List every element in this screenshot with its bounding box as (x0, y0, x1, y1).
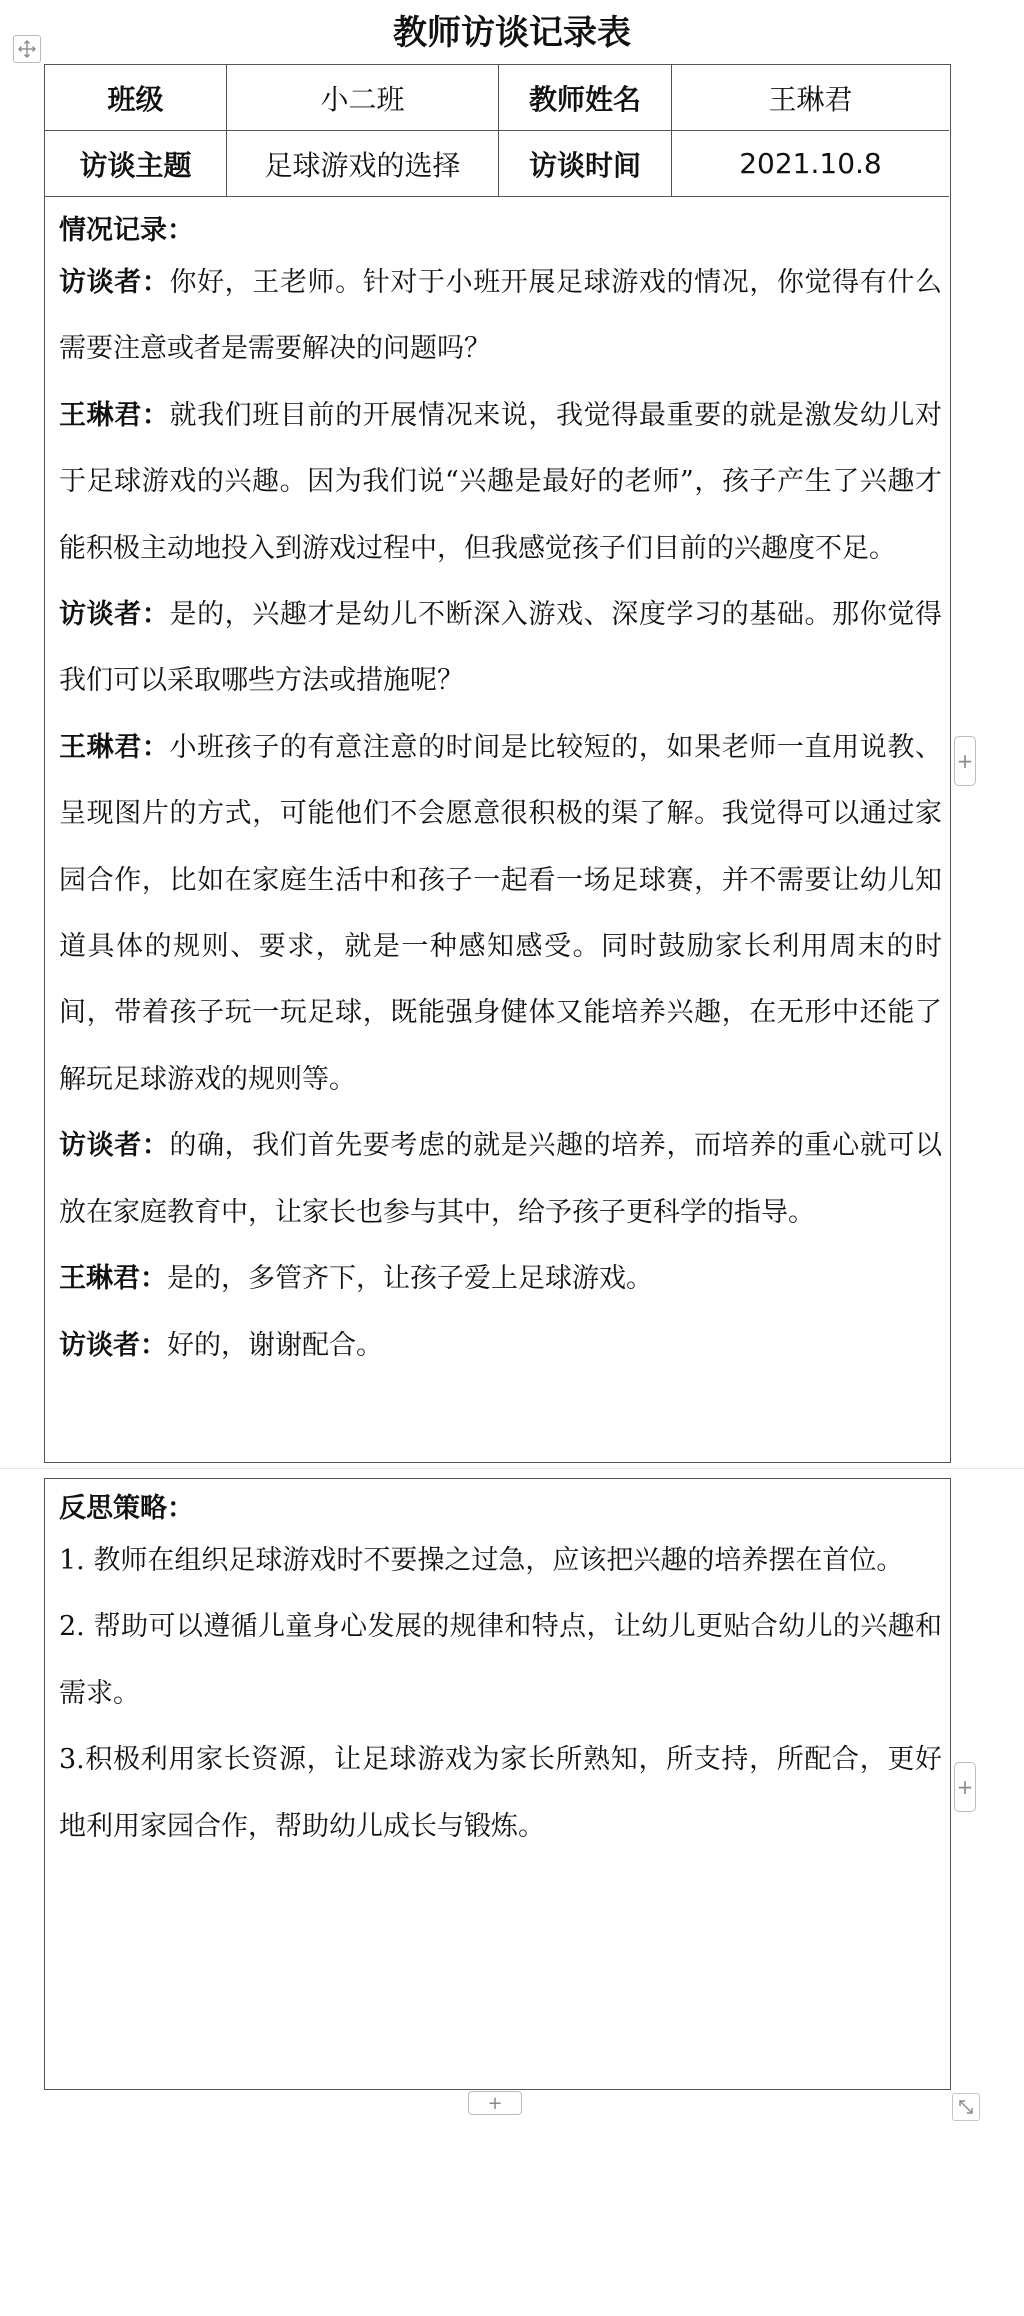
header-row-2 (45, 131, 949, 197)
strategy-item: 2. 帮助可以遵循儿童身心发展的规律和特点，让幼儿更贴合幼儿的兴趣和需求。 (59, 1611, 942, 1709)
dialogue-entry (59, 1246, 942, 1312)
dialogue-text: 就我们班目前的开展情况来说，我觉得最重要的就是激发幼儿对于足球游戏的兴趣。因为我们说“兴趣是最好的老师”，孩子产生了兴趣才能积极主动地投入到游戏过程中，但我感觉孩子们目前的兴趣度不足。 (59, 399, 943, 564)
speaker-label: 王琳君： (59, 731, 170, 763)
dialogue-text: 是的，兴趣才是幼儿不断深入游戏、深度学习的基础。那你觉得我们可以采取哪些方法或措施呢？ (59, 599, 943, 697)
teacher-name-label-cell: 教师姓名 (499, 65, 672, 130)
record-entries (59, 250, 942, 1379)
add-column-button[interactable]: + (954, 736, 976, 786)
class-value-cell[interactable]: 小二班 (227, 65, 499, 130)
record-heading: 情况记录： (59, 215, 194, 246)
resize-icon (957, 2098, 975, 2116)
dialogue-text: 你好，王老师。针对于小班开展足球游戏的情况，你觉得有什么需要注意或者是需要解决的问题吗？ (59, 267, 943, 365)
reflection-cell[interactable] (59, 1489, 942, 1860)
dialogue-text: 好的，谢谢配合。 (167, 1329, 383, 1361)
dialogue-entry (59, 582, 942, 715)
table-resize-handle[interactable] (952, 2093, 980, 2121)
strategy-item: 1. 教师在组织足球游戏时不要操之过急，应该把兴趣的培养摆在首位。 (59, 1545, 904, 1576)
teacher-name-value-cell[interactable]: 王琳君 (768, 82, 853, 116)
speaker-label: 访谈者： (59, 1130, 170, 1162)
speaker-label: 访谈者： (59, 599, 170, 631)
dialogue-text: 小班孩子的有意注意的时间是比较短的，如果老师一直用说教、呈现图片的方式，可能他们不会愿意很积极的渠了解。我觉得可以通过家园合作，比如在家庭生活中和孩子一起看一场足球赛，并不需要让幼儿知道具体的规则、要求，就是一种感知感受。同时鼓励家长利用周末的时间，带着孩子玩一玩足球，既能强身健体又能培养兴趣，在无形中还能了解玩足球游戏的规则等。 (59, 731, 943, 1095)
add-column-button[interactable]: + (954, 1762, 976, 1812)
interview-table (44, 64, 951, 1463)
move-icon (17, 39, 37, 59)
dialogue-entry (59, 1313, 942, 1379)
add-row-button[interactable]: + (468, 2091, 522, 2115)
dialogue-entry (59, 715, 942, 1113)
header-row-1 (45, 65, 949, 131)
speaker-label: 访谈者： (59, 267, 170, 298)
document-title: 教师访谈记录表 (393, 13, 631, 53)
record-cell[interactable] (59, 211, 942, 1379)
interview-time-value-cell[interactable]: 2021.10.8 (739, 147, 882, 180)
speaker-label: 王琳君： (59, 1263, 167, 1295)
class-label-cell: 班级 (45, 65, 227, 130)
dialogue-entry (59, 383, 942, 582)
dialogue-entry (59, 250, 942, 383)
interview-time-label-cell: 访谈时间 (499, 131, 672, 196)
strategy-item: 3.积极利用家长资源，让足球游戏为家长所熟知，所支持，所配合，更好地利用家园合作，帮助幼儿成长与锻炼。 (59, 1744, 942, 1842)
reflection-heading: 反思策略： (59, 1493, 194, 1524)
table-move-handle[interactable] (13, 35, 41, 63)
reflection-table (44, 1478, 951, 2090)
page-break-divider (0, 1468, 1024, 1469)
topic-label-cell: 访谈主题 (45, 131, 227, 196)
dialogue-text: 是的，多管齐下，让孩子爱上足球游戏。 (167, 1263, 653, 1295)
speaker-label: 王琳君： (59, 399, 170, 431)
dialogue-text: 的确，我们首先要考虑的就是兴趣的培养，而培养的重心就可以放在家庭教育中，让家长也参与其中，给予孩子更科学的指导。 (59, 1130, 943, 1228)
topic-value-cell[interactable]: 足球游戏的选择 (227, 131, 499, 196)
dialogue-entry (59, 1113, 942, 1246)
speaker-label: 访谈者： (59, 1329, 167, 1361)
